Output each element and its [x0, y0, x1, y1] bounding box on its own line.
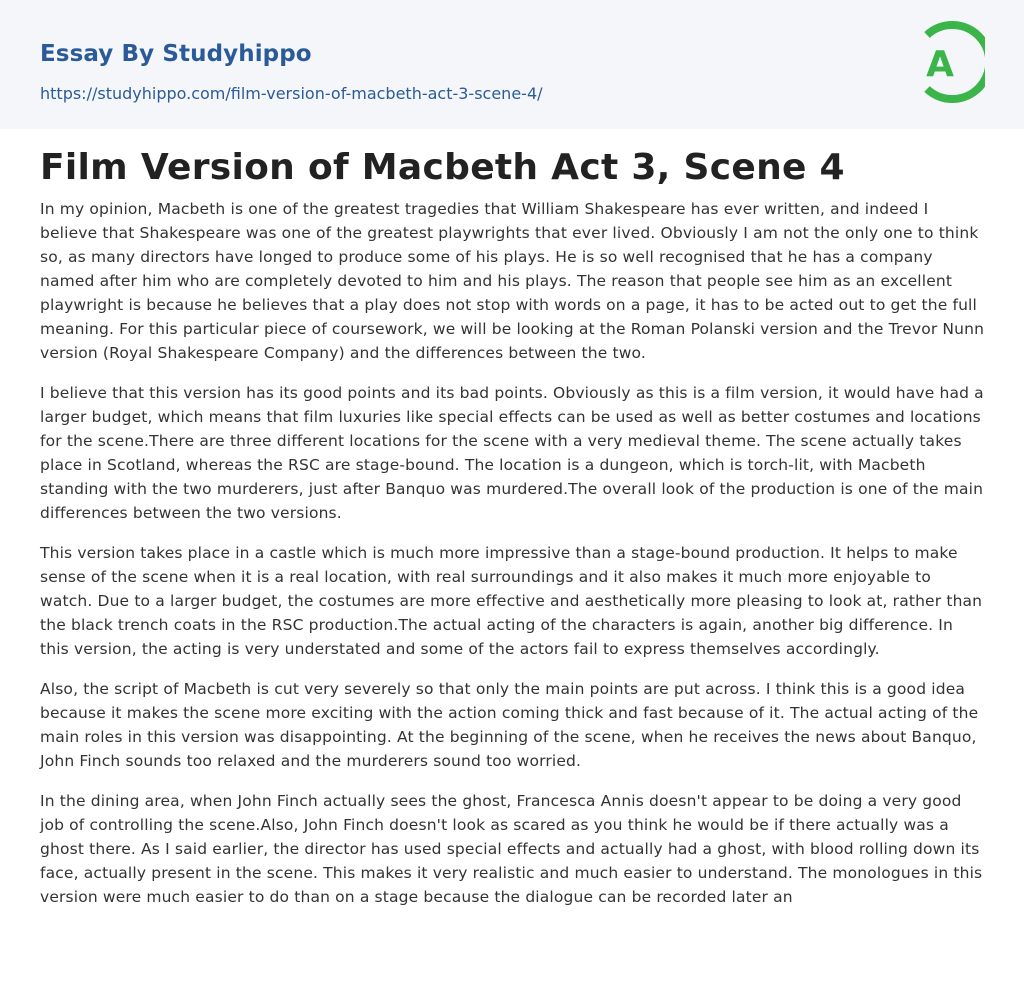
article-paragraph: In the dining area, when John Finch actually sees the ghost, Francesca Annis doesn't appear to be doing a very good job of controlling the scene.Also, John Finch doesn't look as scared as you think he would be if there actually was a ghost there. As I said earlier, the director has used special effects and actually had a ghost, with blood rolling down its face, actually present in the scene. This makes it very realistic and much easier to understand. The monologues in this version were much easier to do than on a stage because the dialogue can be recorded later an: [40, 792, 983, 906]
studyhippo-logo-icon[interactable]: [913, 20, 985, 104]
site-header: [0, 0, 1024, 129]
page-url-link[interactable]: https://studyhippo.com/film-version-of-macbeth-act-3-scene-4/: [40, 84, 543, 103]
article-title: Film Version of Macbeth Act 3, Scene 4: [40, 147, 845, 188]
article-paragraph: I believe that this version has its good points and its bad points. Obviously as this is a film version, it would have had a larger budget, which means that film luxuries like special effects can be used as well as better costumes and locations for the scene.There are three different locations for the scene with a very medieval theme. The scene actually takes place in Scotland, whereas the RSC are stage-bound. The location is a dungeon, which is torch-lit, with Macbeth standing with the two murderers, just after Banquo was murdered.The overall look of the production is one of the main differences between the two versions.: [40, 384, 984, 522]
site-brand[interactable]: Essay By Studyhippo: [40, 41, 312, 67]
logo-letter: A: [926, 44, 954, 85]
article: [40, 143, 985, 925]
article-paragraph: Also, the script of Macbeth is cut very severely so that only the main points are put across. I think this is a good idea because it makes the scene more exciting with the action coming thick and fast because of it. The actual acting of the main roles in this version was disappointing. At the beginning of the scene, when he receives the news about Banquo, John Finch sounds too relaxed and the murderers sound too worried.: [40, 680, 979, 770]
article-paragraph: In my opinion, Macbeth is one of the greatest tragedies that William Shakespeare has ever written, and indeed I believe that Shakespeare was one of the greatest playwrights that ever lived. Obviously I am not the only one to think so, as many directors have longed to produce some of his plays. He is so well recognised that he has a company named after him who are completely devoted to him and his plays. The reason that people see him as an excellent playwright is because he believes that a play does not stop with words on a page, it has to be acted out to get the full meaning. For this particular piece of coursework, we will be looking at the Roman Polanski version and the Trevor Nunn version (Royal Shakespeare Company) and the differences between the two.: [40, 200, 985, 362]
article-paragraph: This version takes place in a castle which is much more impressive than a stage-bound production. It helps to make sense of the scene when it is a real location, with real surroundings and it also makes it much more enjoyable to watch. Due to a larger budget, the costumes are more effective and aesthetically more pleasing to look at, rather than the black trench coats in the RSC production.The actual acting of the characters is again, another big difference. In this version, the acting is very understated and some of the actors fail to express themselves accordingly.: [40, 544, 983, 658]
